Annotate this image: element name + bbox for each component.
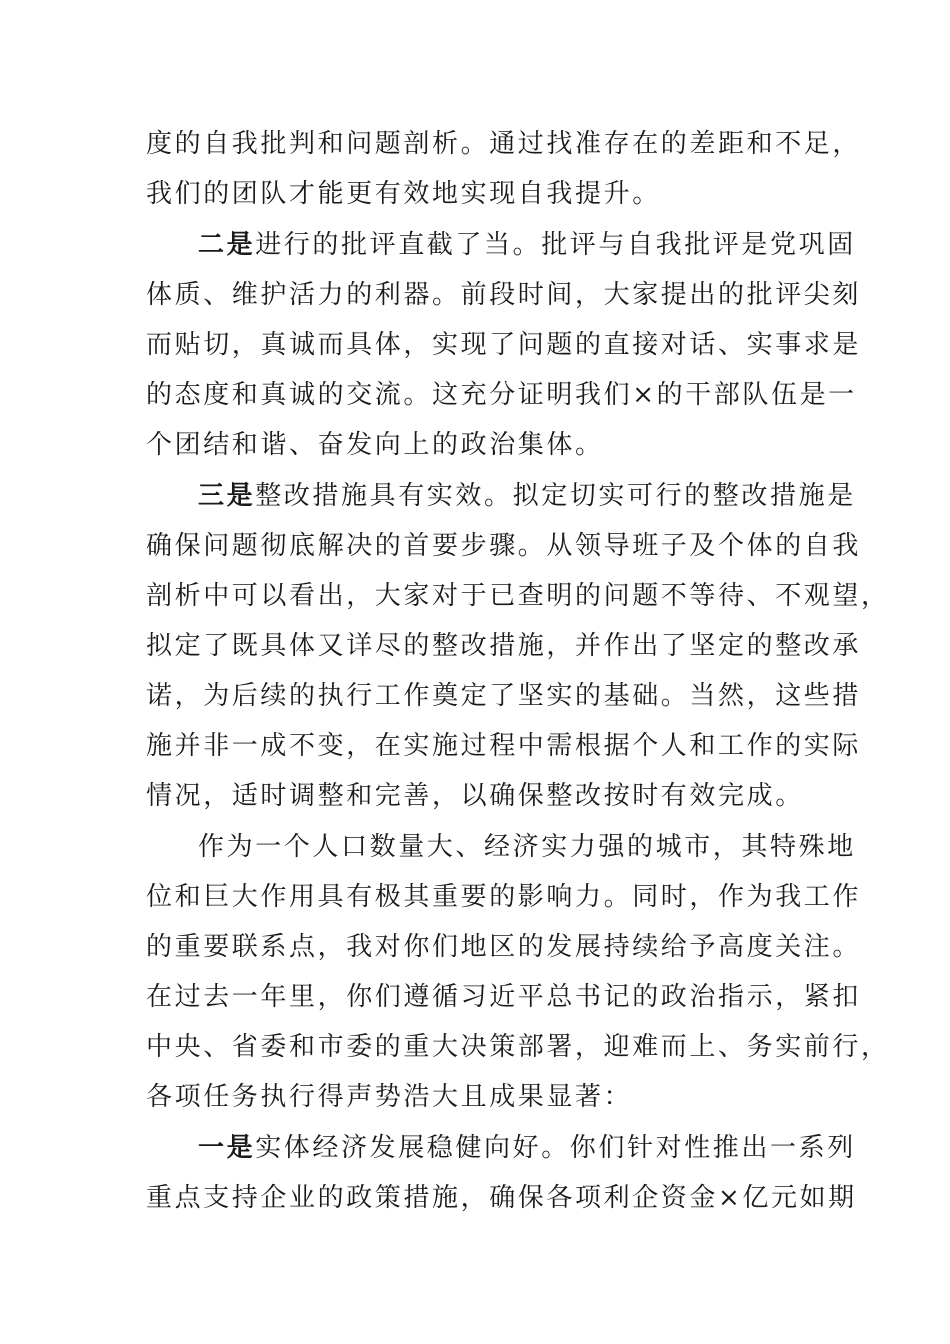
text-line-4: 体质、维护活力的利器。前段时间，大家提出的批评尖刻 xyxy=(146,280,862,310)
text-line-21: 实体经济发展稳健向好。你们针对性推出一系列 xyxy=(255,1133,856,1163)
text-line-18: 在过去一年里，你们遵循习近平总书记的政治指示，紧扣 xyxy=(146,982,862,1012)
lead-label-third: 三是 xyxy=(198,481,256,511)
paragraph-line-3 xyxy=(198,225,856,265)
text-line-20: 各项任务执行得声势浩大且成果显著： xyxy=(146,1082,633,1112)
lead-label-first: 一是 xyxy=(198,1133,256,1163)
text-line-9: 确保问题彻底解决的首要步骤。从领导班子及个体的自我 xyxy=(146,531,862,561)
lead-label-second: 二是 xyxy=(198,230,256,260)
paragraph-line-8 xyxy=(198,476,856,516)
text-line-15: 作为一个人口数量大、经济实力强的城市，其特殊地 xyxy=(198,832,856,862)
text-line-5: 而贴切，真诚而具体，实现了问题的直接对话、实事求是 xyxy=(146,330,862,360)
text-line-11: 拟定了既具体又详尽的整改措施，并作出了坚定的整改承 xyxy=(146,631,862,661)
paragraph-line-21 xyxy=(198,1128,856,1168)
text-line-12: 诺，为后续的执行工作奠定了坚实的基础。当然，这些措 xyxy=(146,681,862,711)
text-line-14: 情况，适时调整和完善，以确保整改按时有效完成。 xyxy=(146,781,804,811)
text-line-22: 重点支持企业的政策措施，确保各项利企资金×亿元如期 xyxy=(146,1183,857,1213)
text-line-2: 我们的团队才能更有效地实现自我提升。 xyxy=(146,179,661,209)
text-line-3: 进行的批评直截了当。批评与自我批评是党巩固 xyxy=(255,230,856,260)
text-line-6: 的态度和真诚的交流。这充分证明我们×的干部队伍是一 xyxy=(146,380,857,410)
text-line-1: 度的自我批判和问题剖析。通过找准存在的差距和不足， xyxy=(146,129,862,159)
text-line-7: 个团结和谐、奋发向上的政治集体。 xyxy=(146,430,604,460)
text-line-8: 整改措施具有实效。拟定切实可行的整改措施是 xyxy=(255,481,856,511)
text-line-16: 位和巨大作用具有极其重要的影响力。同时，作为我工作 xyxy=(146,882,862,912)
text-line-19: 中央、省委和市委的重大决策部署，迎难而上、务实前行， xyxy=(146,1032,890,1062)
text-line-13: 施并非一成不变，在实施过程中需根据个人和工作的实际 xyxy=(146,731,862,761)
text-line-10: 剖析中可以看出，大家对于已查明的问题不等待、不观望， xyxy=(146,581,890,611)
text-line-17: 的重要联系点，我对你们地区的发展持续给予高度关注。 xyxy=(146,932,862,962)
